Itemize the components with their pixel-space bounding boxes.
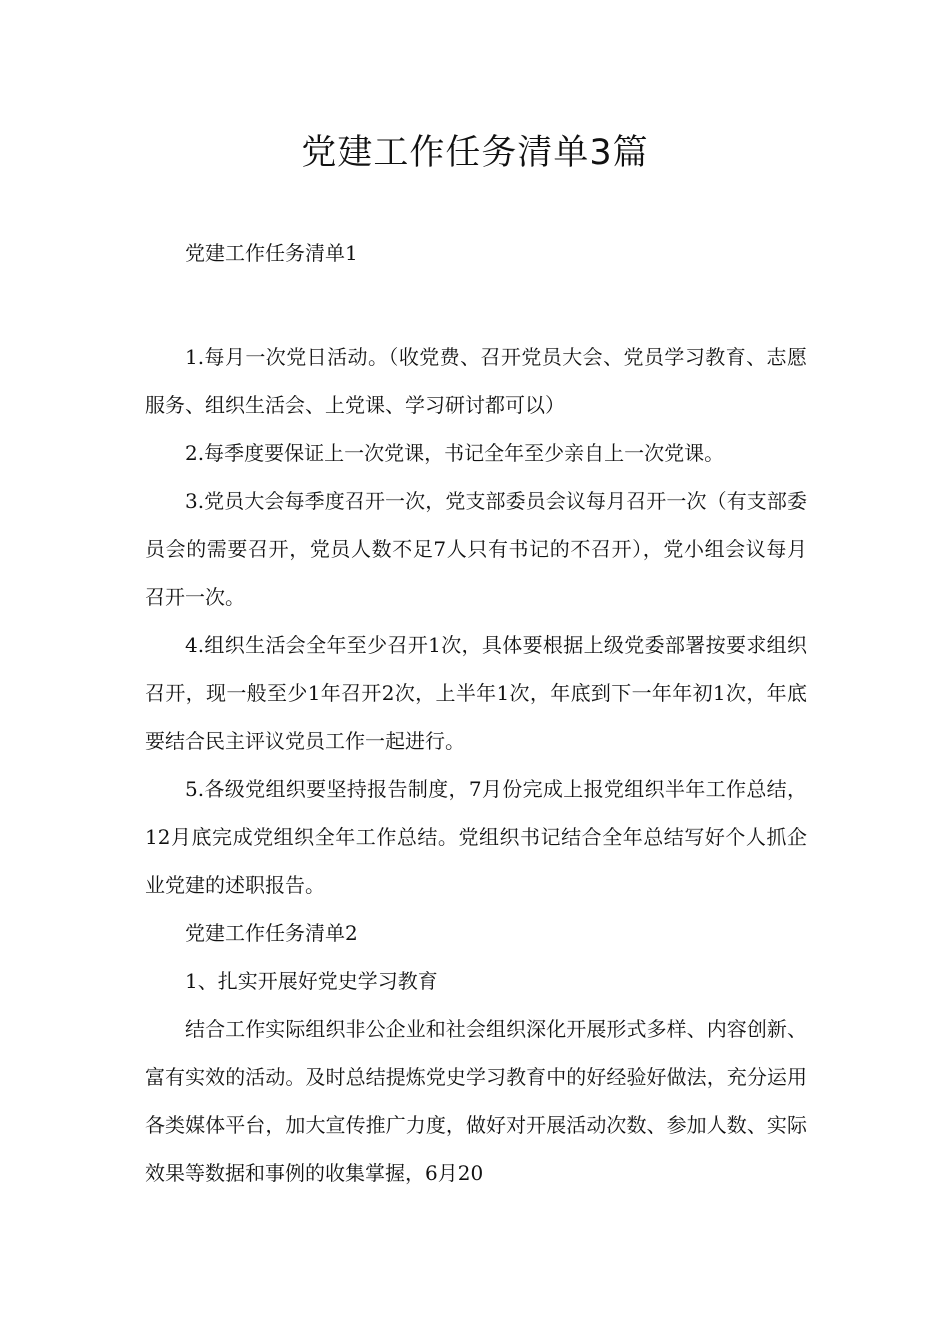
paragraph-item-2: 2.每季度要保证上一次党课，书记全年至少亲自上一次党课。 [185, 441, 725, 465]
subsection-heading-1: 1、扎实开展好党史学习教育 [185, 969, 438, 993]
paragraph-item-5: 5.各级党组织要坚持报告制度，7月份完成上报党组织半年工作总结，12月底完成党组织全年工作总结。党组织书记结合全年总结写好个人抓企业党建的述职报告。 [145, 777, 807, 897]
section-heading-2: 党建工作任务清单2 [185, 921, 358, 945]
section-heading-1: 党建工作任务清单1 [185, 241, 358, 265]
paragraph-body: 结合工作实际组织非公企业和社会组织深化开展形式多样、内容创新、富有实效的活动。及时总结提炼党史学习教育中的好经验好做法，充分运用各类媒体平台，加大宣传推广力度，做好对开展活动次数、参加人数、实际效果等数据和事例的收集掌握，6月20 [145, 1017, 807, 1185]
paragraph-item-1: 1.每月一次党日活动。（收党费、召开党员大会、党员学习教育、志愿服务、组织生活会、上党课、学习研讨都可以） [145, 345, 807, 417]
document-body [145, 229, 807, 1197]
paragraph-item-4: 4.组织生活会全年至少召开1次，具体要根据上级党委部署按要求组织召开，现一般至少1年召开2次，上半年1次，年底到下一年年初1次，年底要结合民主评议党员工作一起进行。 [145, 633, 807, 753]
paragraph-item-3: 3.党员大会每季度召开一次，党支部委员会议每月召开一次（有支部委员会的需要召开，党员人数不足7人只有书记的不召开），党小组会议每月召开一次。 [145, 489, 807, 609]
document-title: 党建工作任务清单3篇 [301, 133, 649, 173]
